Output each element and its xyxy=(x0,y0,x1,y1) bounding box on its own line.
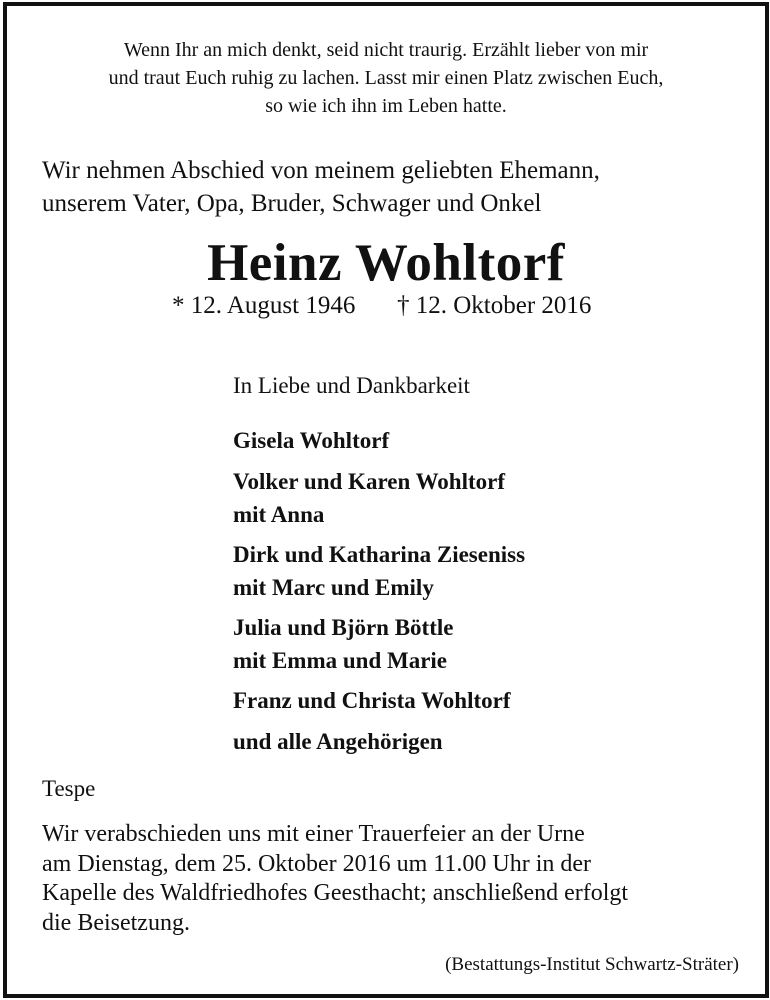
funeral-home-credit: (Bestattungs-Institut Schwartz-Sträter) xyxy=(445,954,739,975)
mourner-line: mit Marc und Emily xyxy=(233,575,434,600)
mourner-line: Julia und Björn Böttle xyxy=(233,615,454,640)
obituary-notice xyxy=(3,2,769,998)
place-name: Tespe xyxy=(42,776,96,801)
memorial-quote xyxy=(7,36,765,120)
mourner-line: Dirk und Katharina Zieseniss xyxy=(233,542,526,567)
mourner-line: und alle Angehörigen xyxy=(233,729,443,754)
mourner-line: Volker und Karen Wohltorf xyxy=(233,469,506,494)
mourner-line: Franz und Christa Wohltorf xyxy=(233,688,511,713)
closing-phrase: In Liebe und Dankbarkeit xyxy=(233,373,470,398)
mourner-line: mit Emma und Marie xyxy=(233,648,448,673)
intro-line: Wir nehmen Abschied von meinem geliebten Ehemann, xyxy=(42,157,600,184)
ceremony-line: Wir verabschieden uns mit einer Trauerfeier an der Urne xyxy=(42,821,585,847)
death-date: † 12. Oktober 2016 xyxy=(397,292,592,319)
ceremony-line: Kapelle des Waldfriedhofes Geesthacht; anschließend erfolgt xyxy=(42,880,629,906)
ceremony-info xyxy=(42,820,628,938)
mourner-line: Gisela Wohltorf xyxy=(233,428,390,453)
ceremony-line: die Beisetzung. xyxy=(42,909,190,936)
deceased-name: Heinz Wohltorf xyxy=(207,234,565,292)
mourner-line: mit Anna xyxy=(233,502,325,527)
farewell-intro xyxy=(42,154,600,220)
birth-date: * 12. August 1946 xyxy=(172,292,356,319)
intro-line: unserem Vater, Opa, Bruder, Schwager und Onkel xyxy=(42,190,542,217)
quote-line: so wie ich ihn im Leben hatte. xyxy=(265,95,507,117)
quote-line: und traut Euch ruhig zu lachen. Lasst mir einen Platz zwischen Euch, xyxy=(108,67,664,89)
quote-line: Wenn Ihr an mich denkt, seid nicht traurig. Erzählt lieber von mir xyxy=(123,39,649,61)
ceremony-line: am Dienstag, dem 25. Oktober 2016 um 11.00 Uhr in der xyxy=(42,850,592,877)
